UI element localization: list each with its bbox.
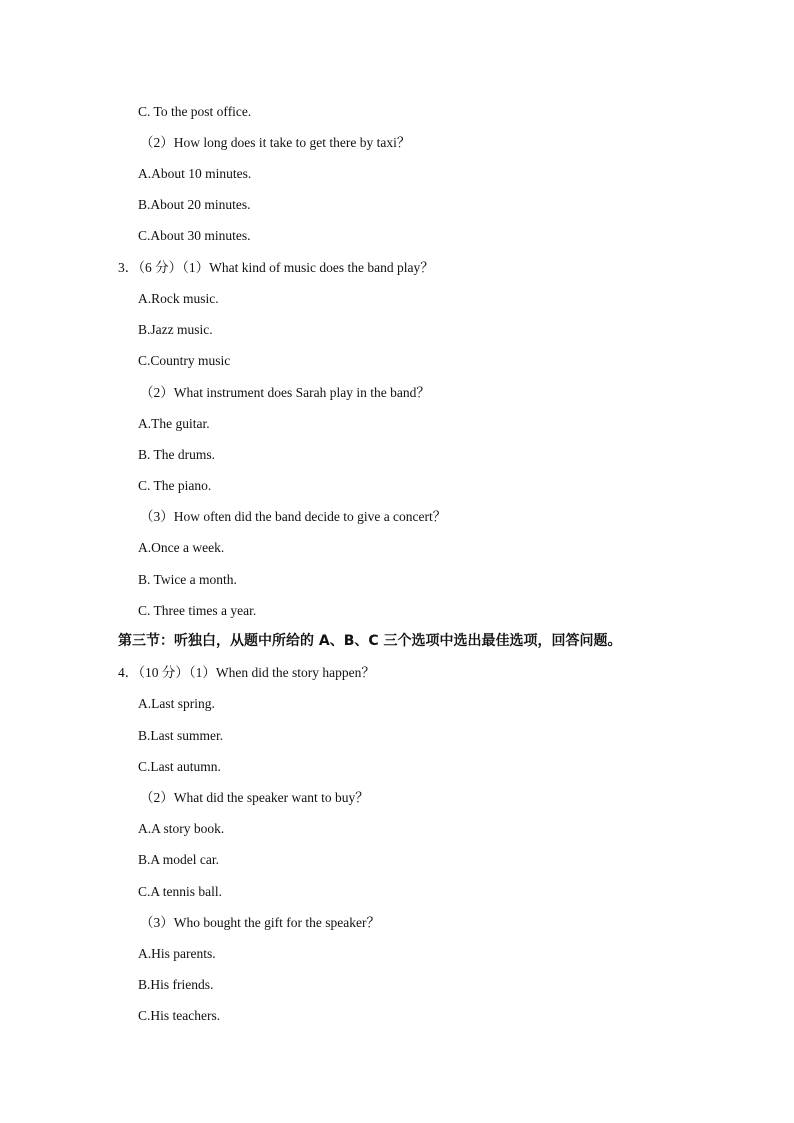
option-text: A.Once a week. <box>138 540 225 555</box>
question-heading: 3．（6 分）（1）What kind of music does the band play？ <box>118 260 434 275</box>
question-heading: 4．（10 分）（1）When did the story happen？ <box>118 665 375 680</box>
option-text: B.Jazz music. <box>138 322 213 337</box>
option-text: C. Three times a year. <box>138 603 257 618</box>
option-text: B.Last summer. <box>138 728 224 743</box>
option-text: A.Rock music. <box>138 291 219 306</box>
option-text: A.A story book. <box>138 821 225 836</box>
sub-question-text: （3）How often did the band decide to give a concert？ <box>140 509 447 524</box>
sub-question-text: （2）How long does it take to get there by taxi？ <box>140 135 411 150</box>
option-text: C.A tennis ball. <box>138 884 222 899</box>
option-text: C. The piano. <box>138 478 212 493</box>
option-text: A.The guitar. <box>138 416 210 431</box>
option-text: C. To the post office. <box>138 104 252 119</box>
option-text: A.His parents. <box>138 946 216 961</box>
option-text: C.About 30 minutes. <box>138 228 251 243</box>
option-text: C.Last autumn. <box>138 759 221 774</box>
option-text: A.About 10 minutes. <box>138 166 252 181</box>
sub-question-text: （2）What did the speaker want to buy？ <box>140 790 369 805</box>
option-text: C.His teachers. <box>138 1008 221 1023</box>
option-text: A.Last spring. <box>138 696 215 711</box>
option-text: B. The drums. <box>138 447 215 462</box>
option-text: B.A model car. <box>138 852 219 867</box>
sub-question-text: （3）Who bought the gift for the speaker？ <box>140 915 380 930</box>
option-text: C.Country music <box>138 353 231 368</box>
sub-question-text: （2）What instrument does Sarah play in the band？ <box>140 385 430 400</box>
option-text: B.His friends. <box>138 977 214 992</box>
option-text: B. Twice a month. <box>138 572 237 587</box>
option-text: B.About 20 minutes. <box>138 197 251 212</box>
section-heading: 第三节：听独白，从题中所给的 A、B、C 三个选项中选出最佳选项，回答问题。 <box>118 633 622 649</box>
